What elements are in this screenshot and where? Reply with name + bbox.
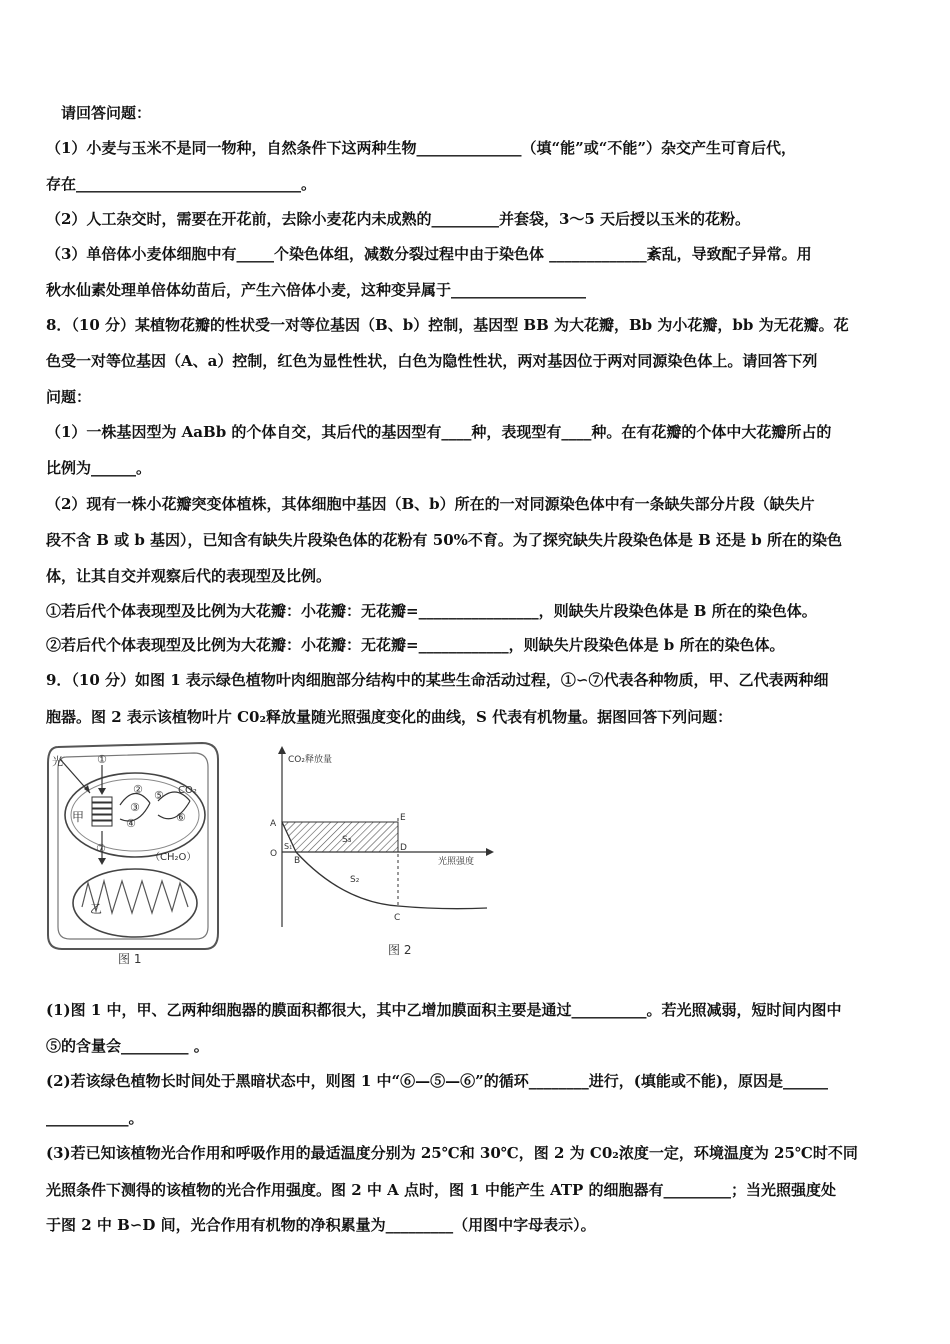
figure1-label: 光	[52, 755, 63, 768]
figure2-point: C	[394, 913, 401, 923]
figure2-point: B	[294, 856, 301, 866]
grana-stack-icon	[92, 797, 112, 826]
figure2-point: E	[400, 813, 406, 823]
text-line: 比例为______。	[46, 459, 152, 477]
figure1-label: ⑤	[154, 789, 164, 802]
text-line: (2)若该绿色植物长时间处于黑暗状态中，则图 1 中“⑥—⑤—⑥”的循环________进行，(填能或不能)，原因是______	[46, 1072, 828, 1090]
figure1-label: ②	[133, 783, 143, 796]
figure-2-co2-curve	[262, 742, 502, 962]
text-line: 存在______________________________。	[46, 175, 317, 193]
figure1-label: ⑦	[96, 842, 106, 855]
text-line: 色受一对等位基因（A、a）控制，红色为显性性状，白色为隐性性状，两对基因位于两对同源染色体上。请回答下列	[46, 352, 818, 370]
text-line: 请回答问题：	[46, 104, 152, 122]
text-line: (1)图 1 中，甲、乙两种细胞器的膜面积都很大，其中乙增加膜面积主要是通过__________。若光照减弱，短时间内图中	[46, 1001, 842, 1019]
text-line: ___________。	[46, 1109, 144, 1127]
text-line: 于图 2 中 B∽D 间，光合作用有机物的净积累量为_________（用图中字母表示）。	[46, 1216, 596, 1234]
text-line: （2）人工杂交时，需要在开花前，去除小麦花内未成熟的_________并套袋，3～5 天后授以玉米的花粉。	[46, 210, 751, 228]
figure1-label: ①	[97, 753, 107, 766]
figure1-label: ③	[130, 801, 140, 814]
figure2-point: O	[270, 849, 278, 859]
figure2-point: A	[270, 819, 277, 829]
figure2-point: D	[400, 843, 407, 853]
text-line: 8．（10 分）某植物花瓣的性状受一对等位基因（B、b）控制，基因型 BB 为大花瓣，Bb 为小花瓣，bb 为无花瓣。花	[46, 316, 849, 334]
text-line: （2）现有一株小花瓣突变体植株，其体细胞中基因（B、b）所在的一对同源染色体中有一条缺失部分片段（缺失片	[46, 495, 815, 513]
text-line: 光照条件下测得的该植物的光合作用强度。图 2 中 A 点时，图 1 中能产生 ATP 的细胞器有_________；当光照强度处	[46, 1181, 837, 1199]
figure2-ylabel: CO₂释放量	[288, 755, 332, 765]
text-line: （1）小麦与玉米不是同一物种，自然条件下这两种生物______________（填“能”或“不能”）杂交产生可育后代，	[46, 139, 796, 157]
figure2-point: S₂	[350, 875, 360, 885]
text-line: ①若后代个体表现型及比例为大花瓣：小花瓣：无花瓣=________________，则缺失片段染色体是 B 所在的染色体。	[46, 602, 817, 620]
text-line: 胞器。图 2 表示该植物叶片 C0₂释放量随光照强度变化的曲线，S 代表有机物量。据图回答下列问题：	[46, 708, 733, 726]
text-line: ②若后代个体表现型及比例为大花瓣：小花瓣：无花瓣=____________，则缺失片段染色体是 b 所在的染色体。	[46, 636, 785, 654]
area-s3	[282, 822, 398, 852]
figure2-caption: 图 2	[388, 943, 412, 957]
figure1-label: 甲	[72, 810, 85, 824]
figure1-label: CO₂	[178, 785, 197, 796]
figure1-caption: 图 1	[118, 952, 142, 965]
text-line: 体，让其自交并观察后代的表现型及比例。	[46, 567, 332, 585]
text-line: 9．（10 分）如图 1 表示绿色植物叶肉细胞部分结构中的某些生命活动过程，①∽⑦代表各种物质，甲、乙代表两种细	[46, 671, 829, 689]
text-line: （3）单倍体小麦体细胞中有_____个染色体组，减数分裂过程中由于染色体 _____________紊乱，导致配子异常。用	[46, 245, 812, 263]
text-line: 段不含 B 或 b 基因），已知含有缺失片段染色体的花粉有 50%不育。为了探究缺失片段染色体是 B 还是 b 所在的染色	[46, 531, 842, 549]
figure-1-cell-diagram	[40, 735, 225, 965]
text-line: 问题：	[46, 388, 92, 406]
text-line: （1）一株基因型为 AaBb 的个体自交，其后代的基因型有____种，表现型有____种。在有花瓣的个体中大花瓣所占的	[46, 423, 832, 441]
figure1-label: ⑥	[176, 811, 186, 824]
figure1-label: ④	[126, 817, 136, 830]
text-line: ⑤的含量会_________ 。	[46, 1037, 209, 1055]
figure2-xlabel: 光照强度	[438, 857, 475, 867]
figure2-point: S₁	[284, 842, 293, 851]
text-line: 秋水仙素处理单倍体幼苗后，产生六倍体小麦，这种变异属于__________________	[46, 281, 587, 299]
figure1-label: （CH₂O）	[150, 852, 197, 863]
figure1-label: 乙	[90, 902, 103, 916]
figure2-point: S₃	[342, 835, 352, 845]
text-line: (3)若已知该植物光合作用和呼吸作用的最适温度分别为 25℃和 30℃，图 2 为 C0₂浓度一定，环境温度为 25℃时不同	[46, 1144, 858, 1162]
